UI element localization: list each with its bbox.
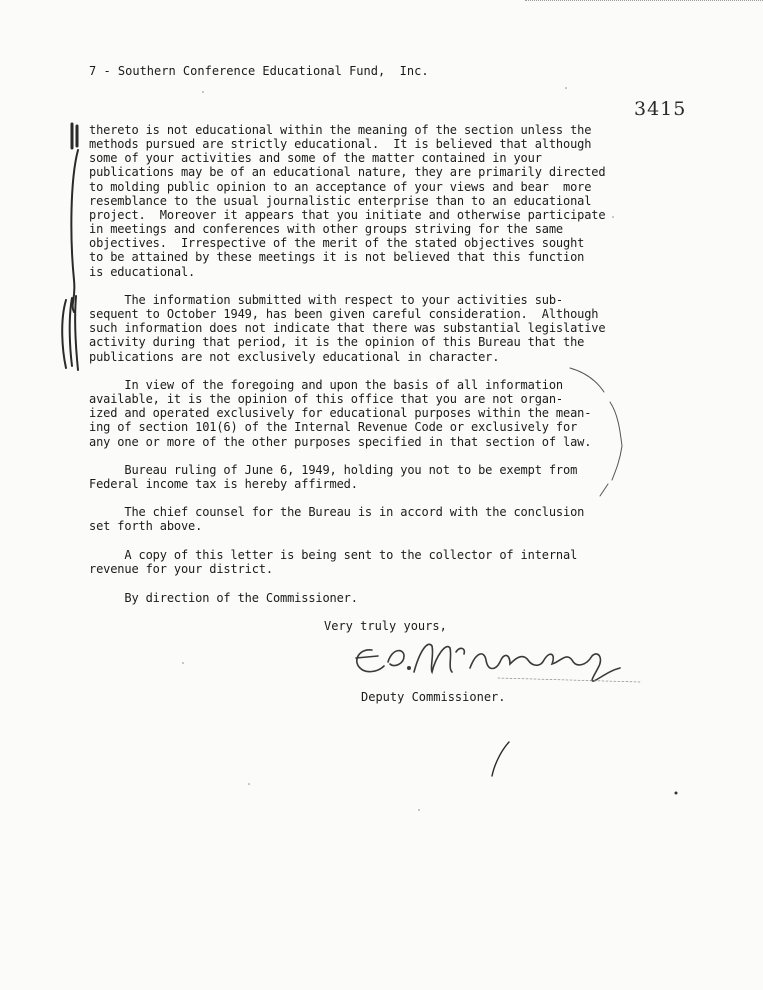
body-line: in meetings and conferences with other groups striving for the same bbox=[89, 222, 563, 237]
body-line: set forth above. bbox=[89, 519, 203, 534]
body-line: to be attained by these meetings it is not believed that this function bbox=[89, 250, 585, 265]
page-number: 3415 bbox=[634, 98, 687, 120]
body-line: revenue for your district. bbox=[89, 562, 273, 577]
body-line: activity during that period, it is the opinion of this Bureau that the bbox=[89, 335, 585, 350]
body-line: Federal income tax is hereby affirmed. bbox=[89, 477, 358, 492]
body-line: The information submitted with respect to your activities sub- bbox=[89, 293, 563, 307]
body-line: publications may be of an educational nature, they are primarily directed bbox=[89, 165, 606, 180]
body-line: By direction of the Commissioner. bbox=[89, 591, 358, 605]
body-line: sequent to October 1949, has been given careful consideration. Although bbox=[89, 307, 599, 322]
body-line: such information does not indicate that there was substantial legislative bbox=[89, 321, 606, 336]
body-line: to molding public opinion to an acceptance of your views and bear more bbox=[89, 179, 592, 194]
body-line: The chief counsel for the Bureau is in accord with the conclusion bbox=[89, 505, 585, 519]
page-header: 7 - Southern Conference Educational Fund, Inc. bbox=[89, 64, 429, 78]
complimentary-close: Very truly yours, bbox=[324, 619, 447, 633]
body-line: ized and operated exclusively for educational purposes within the mean- bbox=[89, 406, 592, 421]
body-line: A copy of this letter is being sent to the collector of internal bbox=[89, 548, 578, 562]
body-line: methods pursued are strictly educational. It is believed that although bbox=[89, 137, 592, 152]
body-line: resemblance to the usual journalistic enterprise than to an educational bbox=[89, 193, 592, 208]
body-line: is educational. bbox=[89, 264, 196, 279]
body-line: ing of section 101(6) of the Internal Revenue Code or exclusively for bbox=[89, 420, 578, 435]
body-line: thereto is not educational within the meaning of the section unless the bbox=[89, 123, 592, 137]
signature bbox=[356, 644, 640, 682]
signer-title: Deputy Commissioner. bbox=[361, 690, 506, 704]
body-line: Bureau ruling of June 6, 1949, holding you not to be exempt from bbox=[89, 463, 578, 477]
body-line: some of your activities and some of the matter contained in your bbox=[89, 151, 542, 166]
body-line: objectives. Irrespective of the merit of the stated objectives sought bbox=[89, 236, 585, 251]
body-line: publications are not exclusively educational in character. bbox=[89, 349, 500, 364]
body-line: available, it is the opinion of this office that you are not organ- bbox=[89, 392, 563, 407]
body-line: In view of the foregoing and upon the basis of all information bbox=[89, 378, 563, 392]
body-line: any one or more of the other purposes specified in that section of law. bbox=[89, 434, 592, 449]
body-line: project. Moreover it appears that you initiate and otherwise participate bbox=[89, 207, 606, 222]
margin-bracket-marks bbox=[62, 124, 78, 370]
